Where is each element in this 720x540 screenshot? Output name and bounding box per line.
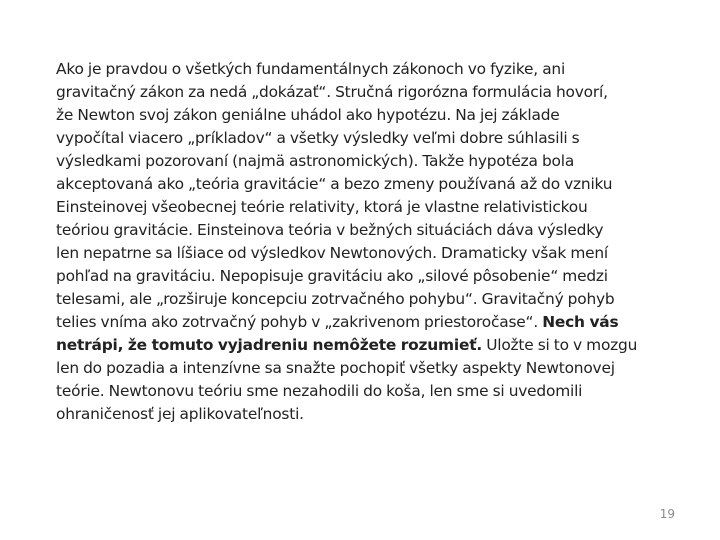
emphasis-text: Nech vás	[542, 313, 619, 331]
text-line: Ako je pravdou o všetkých fundamentálnych zákonoch vo fyzike, ani	[56, 60, 566, 78]
text-line: pohľad na gravitáciu. Nepopisuje gravitáciu ako „silové pôsobenie“ medzi	[56, 267, 608, 285]
text-line: telesami, ale „rozširuje koncepciu zotrvačného pohybu“. Gravitačný pohyb	[56, 290, 615, 308]
text-line: teórie. Newtonovu teóriu sme nezahodili do koša, len sme si uvedomili	[56, 382, 583, 400]
text-line	[56, 311, 676, 334]
text-segment: telies vníma ako zotrvačný pohyb v „zakrivenom priestoročase“.	[56, 313, 539, 331]
text-line: vypočítal viacero „príkladov“ a všetky výsledky veľmi dobre súhlasili s	[56, 129, 580, 147]
text-line: teóriou gravitácie. Einsteinova teória v bežných situáciách dáva výsledky	[56, 221, 604, 239]
text-line: že Newton svoj zákon geniálne uhádol ako hypotézu. Na jej základe	[56, 106, 560, 124]
text-line	[56, 334, 676, 357]
text-segment: Uložte si to v mozgu	[482, 336, 638, 354]
text-line: výsledkami pozorovaní (najmä astronomických). Takže hypotéza bola	[56, 152, 575, 170]
text-line: len nepatrne sa líšiace od výsledkov Newtonových. Dramaticky však mení	[56, 244, 609, 262]
text-line: ohraničenosť jej aplikovateľnosti.	[56, 405, 304, 423]
text-line: len do pozadia a intenzívne sa snažte pochopiť všetky aspekty Newtonovej	[56, 359, 615, 377]
page-number: 19	[659, 507, 675, 521]
emphasis-text: netrápi, že tomuto vyjadreniu nemôžete rozumieť.	[56, 336, 482, 354]
text-line: Einsteinovej všeobecnej teórie relativity, ktorá je vlastne relativistickou	[56, 198, 588, 216]
text-line: gravitačný zákon za nedá „dokázať“. Stručná rigorózna formulácia hovorí,	[56, 83, 608, 101]
text-line: akceptovaná ako „teória gravitácie“ a bezo zmeny používaná až do vzniku	[56, 175, 613, 193]
body-paragraph	[56, 58, 676, 426]
